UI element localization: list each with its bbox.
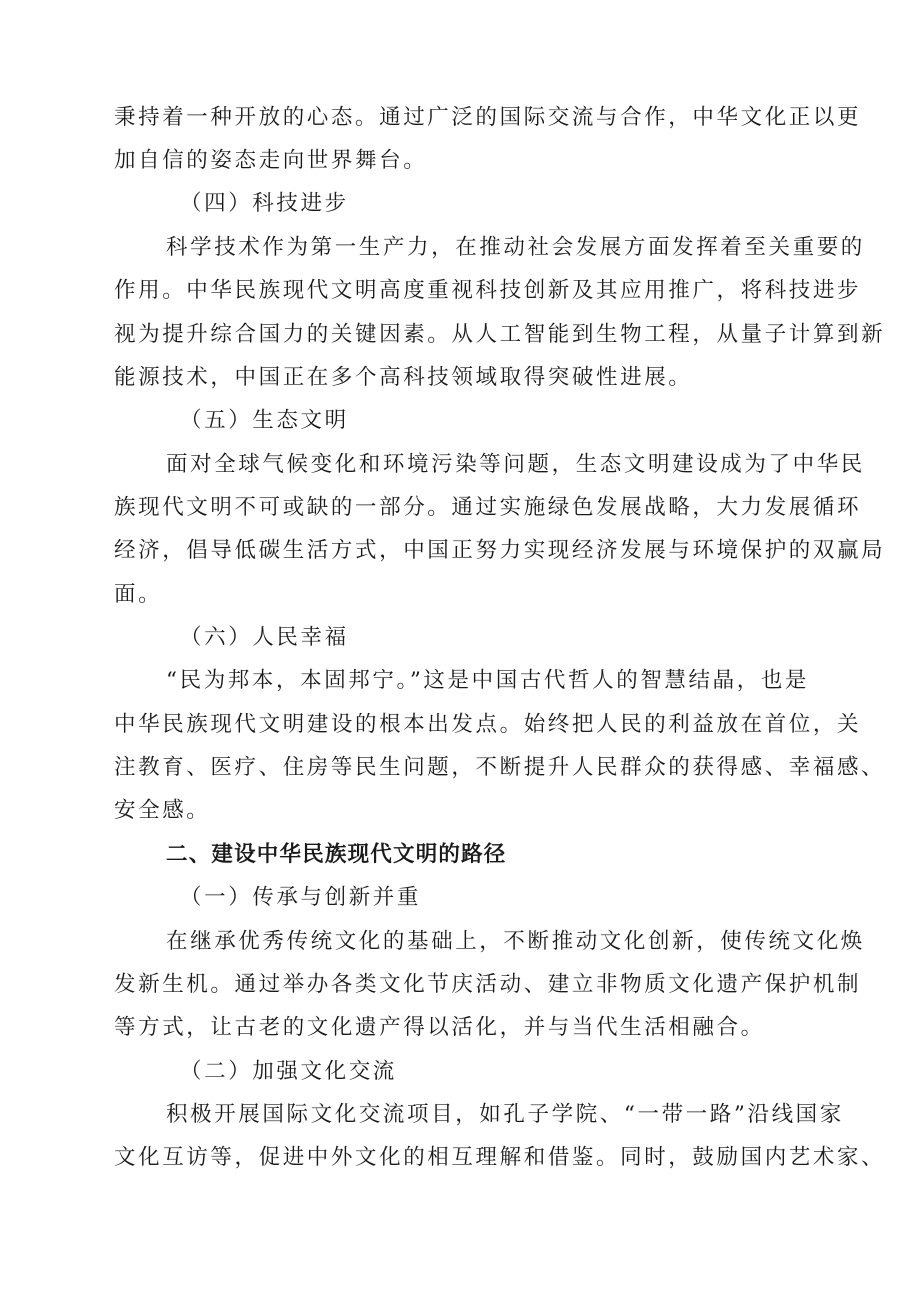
paragraph-line: 秉持着一种开放的心态。通过广泛的国际交流与合作，中华文化正以更 — [114, 105, 862, 130]
paragraph-line: 面。 — [114, 582, 163, 607]
paragraph-line: 在继承优秀传统文化的基础上，不断推动文化创新，使传统文化焕 — [166, 929, 865, 954]
paragraph-line: 面对全球气候变化和环境污染等问题，生态文明建设成为了中华民 — [166, 452, 865, 477]
paragraph-line: 等方式，让古老的文化遗产得以活化，并与当代生活相融合。 — [114, 1015, 765, 1040]
section-subheading: （四）科技进步 — [180, 191, 349, 216]
paragraph-line: 经济，倡导低碳生活方式，中国正努力实现经济发展与环境保护的双赢局 — [114, 538, 886, 563]
paragraph-line: 安全感。 — [114, 798, 211, 823]
section-heading: 二、建设中华民族现代文明的路径 — [166, 842, 507, 867]
section-subheading: （五）生态文明 — [180, 408, 349, 433]
section-subheading: （二）加强文化交流 — [180, 1059, 397, 1084]
paragraph-line: 族现代文明不可或缺的一部分。通过实施绿色发展战略，大力发展循环 — [114, 495, 862, 520]
paragraph-line: 中华民族现代文明建设的根本出发点。始终把人民的利益放在首位，关 — [114, 712, 862, 737]
section-subheading: （六）人民幸福 — [180, 625, 349, 650]
paragraph-line: 作用。中华民族现代文明高度重视科技创新及其应用推广，将科技进步 — [114, 278, 862, 303]
section-subheading: （一）传承与创新并重 — [180, 885, 422, 910]
paragraph-line: 积极开展国际文化交流项目，如孔子学院、“一带一路”沿线国家 — [166, 1102, 844, 1127]
paragraph-line: 发新生机。通过举办各类文化节庆活动、建立非物质文化遗产保护机制 — [114, 972, 862, 997]
paragraph-line: 文化互访等，促进中外文化的相互理解和借鉴。同时，鼓励国内艺术家、 — [114, 1145, 886, 1170]
paragraph-line: 加自信的姿态走向世界舞台。 — [114, 148, 428, 173]
paragraph-line: 能源技术，中国正在多个高科技领域取得突破性进展。 — [114, 365, 693, 390]
paragraph-line: 视为提升综合国力的关键因素。从人工智能到生物工程，从量子计算到新 — [114, 322, 886, 347]
paragraph-line: 科学技术作为第一生产力，在推动社会发展方面发挥着至关重要的 — [166, 235, 865, 260]
paragraph-line: “民为邦本，本固邦宁。”这是中国古代哲人的智慧结晶，也是 — [166, 668, 810, 693]
paragraph-line: 注教育、医疗、住房等民生问题，不断提升人民群众的获得感、幸福感、 — [114, 755, 886, 780]
